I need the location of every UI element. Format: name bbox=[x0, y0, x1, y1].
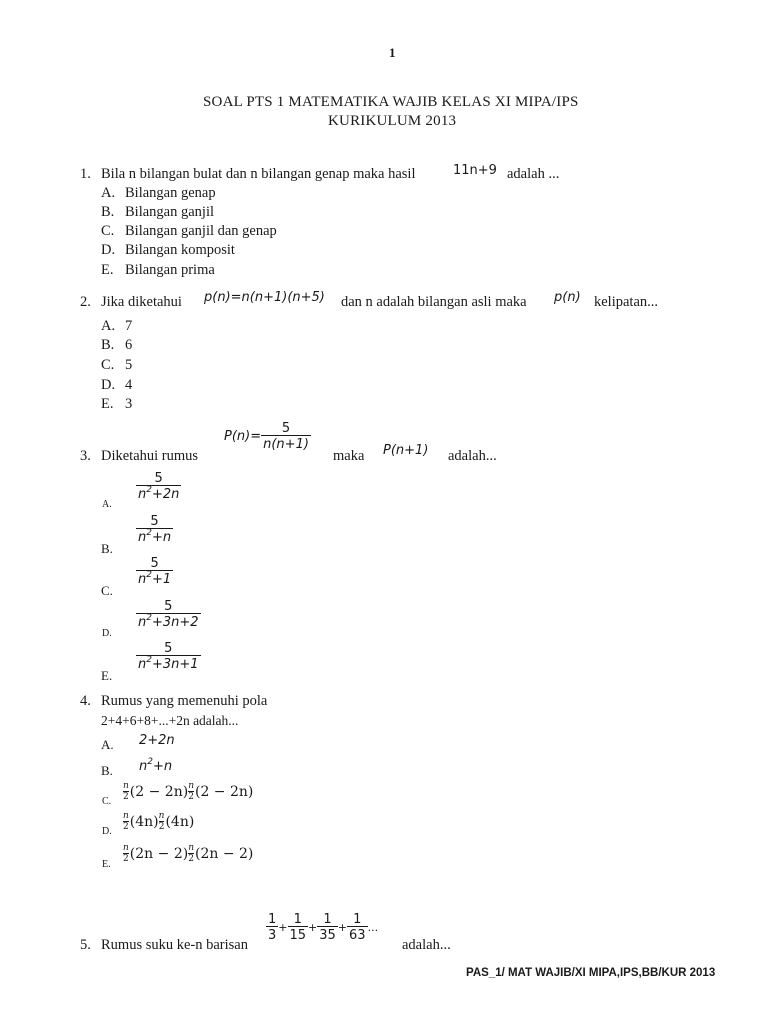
fraction-numerator: 5 bbox=[164, 599, 173, 614]
option-letter: E. bbox=[101, 262, 114, 278]
series-fraction: $\frac{1}{35}$ bbox=[319, 912, 336, 943]
question-text: Jika diketahui bbox=[101, 294, 182, 310]
option-fraction bbox=[136, 472, 181, 501]
option-text: Bilangan ganjil bbox=[125, 204, 214, 220]
option-letter: C. bbox=[101, 357, 115, 373]
option-letter: B. bbox=[101, 337, 115, 353]
question-text: Rumus suku ke-n barisan bbox=[101, 937, 248, 953]
option-text: Bilangan prima bbox=[125, 262, 215, 278]
question-number: 2. bbox=[80, 294, 91, 310]
question-number: 4. bbox=[80, 693, 91, 709]
series-fraction: $\frac{1}{15}$ bbox=[289, 912, 307, 943]
fraction-numerator: 5 bbox=[154, 471, 163, 486]
option-letter: E. bbox=[101, 396, 114, 412]
question-text: Rumus yang memenuhi pola bbox=[101, 693, 268, 709]
fraction-numerator: 5 bbox=[150, 556, 159, 571]
fraction bbox=[261, 422, 311, 451]
fraction-denominator: $n^2+2n$ bbox=[138, 485, 180, 502]
option-fraction bbox=[136, 557, 173, 586]
question-suffix: kelipatan... bbox=[594, 294, 659, 310]
option-letter: E. bbox=[101, 668, 113, 683]
option-letter: C. bbox=[101, 223, 115, 239]
question-text-line2: 2+4+6+8+...+2n adalah... bbox=[101, 713, 239, 728]
option-expression: 2+2n bbox=[139, 733, 175, 748]
plus-sign: + bbox=[278, 921, 288, 934]
option-text: 6 bbox=[125, 337, 133, 353]
option-text: 3 bbox=[125, 396, 133, 412]
option-letter: A. bbox=[101, 737, 114, 752]
math-expression: p(n) bbox=[554, 290, 581, 305]
option-expression: $\frac{n}{2}$ (2n − 2) $\frac{n}{2}$ (2n − 2) bbox=[123, 843, 254, 864]
option-fraction bbox=[136, 642, 201, 671]
math-expression: P(n+1) bbox=[383, 443, 429, 458]
option-text: 5 bbox=[125, 357, 133, 373]
option-text: 7 bbox=[125, 318, 133, 334]
math-expression: 11n+9 bbox=[453, 163, 497, 178]
page-footer: PAS_1/ MAT WAJIB/XI MIPA,IPS,BB/KUR 2013 bbox=[466, 967, 716, 979]
page-subtitle: KURIKULUM 2013 bbox=[328, 113, 457, 129]
option-text: Bilangan komposit bbox=[125, 242, 235, 258]
series-expression bbox=[266, 913, 378, 942]
question-text: Diketahui rumus bbox=[101, 448, 199, 464]
series-fraction: $\frac{1}{63}$ bbox=[349, 912, 366, 943]
fraction-numerator: 5 bbox=[164, 641, 173, 656]
fraction-denominator: $n^2+n$ bbox=[138, 528, 172, 545]
page-number: 1 bbox=[389, 45, 396, 60]
question-text: Bila n bilangan bulat dan n bilangan genap maka hasil bbox=[101, 166, 416, 182]
question-suffix: adalah ... bbox=[507, 166, 560, 182]
option-letter: B. bbox=[101, 204, 115, 220]
plus-sign: + bbox=[337, 921, 348, 934]
question-text: dan n adalah bilangan asli maka bbox=[341, 294, 527, 310]
question-number: 5. bbox=[80, 937, 91, 953]
fraction-denominator: $n^2+3n+1$ bbox=[138, 655, 199, 672]
option-fraction bbox=[136, 515, 173, 544]
option-letter: D. bbox=[101, 242, 116, 258]
question-number: 3. bbox=[80, 448, 91, 464]
option-text: 4 bbox=[125, 377, 133, 393]
math-expression bbox=[224, 422, 311, 451]
option-text: Bilangan ganjil dan genap bbox=[125, 223, 277, 239]
fraction-denominator: $n^2+1$ bbox=[138, 570, 172, 587]
option-letter: A. bbox=[101, 318, 116, 334]
option-letter: C. bbox=[102, 796, 112, 807]
plus-sign: + bbox=[308, 921, 318, 934]
option-text: Bilangan genap bbox=[125, 185, 216, 201]
option-expression: $n^2+n$ bbox=[139, 757, 173, 774]
question-suffix: adalah... bbox=[402, 937, 451, 953]
fraction-numerator: 5 bbox=[150, 514, 159, 529]
option-letter: E. bbox=[102, 859, 111, 870]
option-letter: A. bbox=[102, 499, 112, 510]
question-suffix: adalah... bbox=[448, 448, 497, 464]
question-text: maka bbox=[333, 448, 365, 464]
option-letter: C. bbox=[101, 583, 113, 598]
page-title: SOAL PTS 1 MATEMATIKA WAJIB KELAS XI MIPA/IPS bbox=[203, 94, 579, 110]
option-expression: $\frac{n}{2}$ (4n) $\frac{n}{2}$ (4n) bbox=[123, 811, 195, 832]
math-expression: p(n)=n(n+1)(n+5) bbox=[204, 290, 325, 305]
formula-lhs: P(n)= bbox=[224, 429, 262, 444]
ellipsis: ... bbox=[367, 921, 379, 934]
fraction-numerator: 5 bbox=[281, 421, 291, 436]
option-letter: D. bbox=[101, 377, 116, 393]
option-letter: A. bbox=[101, 185, 116, 201]
option-letter: D. bbox=[102, 628, 112, 639]
question-number: 1. bbox=[80, 166, 91, 182]
option-letter: D. bbox=[102, 826, 112, 837]
option-letter: B. bbox=[101, 763, 113, 778]
option-letter: B. bbox=[101, 541, 113, 556]
series-fraction: $\frac{1}{3}$ bbox=[268, 912, 277, 943]
fraction-denominator: n(n+1) bbox=[263, 437, 309, 452]
option-fraction bbox=[136, 600, 201, 629]
fraction-denominator: $n^2+3n+2$ bbox=[138, 613, 199, 630]
option-expression: $\frac{n}{2}$ (2 − 2n) $\frac{n}{2}$ (2 − 2n) bbox=[123, 781, 254, 802]
